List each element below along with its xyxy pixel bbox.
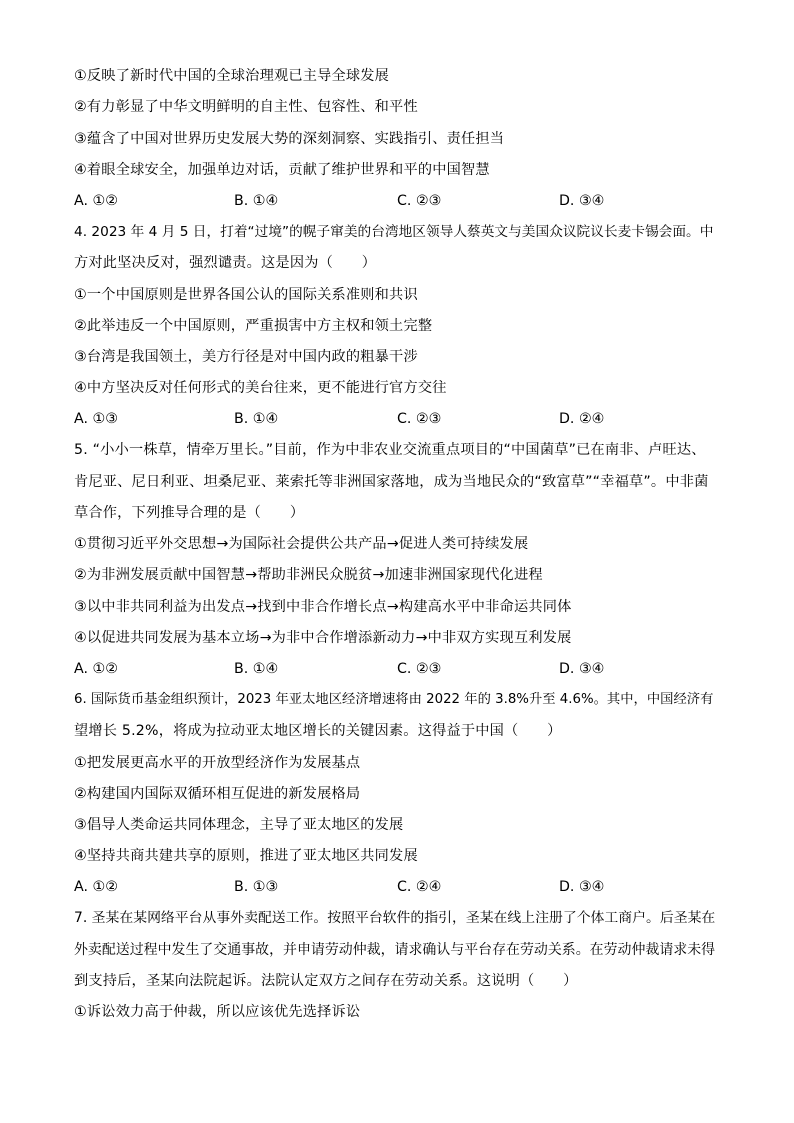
statement-line: ④以促进共同发展为基本立场→为非中合作增添新动力→中非双方实现互利发展: [74, 630, 572, 646]
statement-line: ③台湾是我国领土，美方行径是对中国内政的粗暴干涉: [74, 349, 418, 365]
answer-option-b: B. ①③: [234, 879, 279, 895]
statement-line: ③蕴含了中国对世界历史发展大势的深刻洞察、实践指引、责任担当: [74, 131, 505, 147]
answer-option-a: A. ①②: [74, 879, 118, 895]
statement-line: ④中方坚决反对任何形式的美台往来，更不能进行官方交往: [74, 380, 447, 396]
statement-line: ②有力彰显了中华文明鲜明的自主性、包容性、和平性: [74, 99, 418, 115]
question-7-stem: 外卖配送过程中发生了交通事故，并申请劳动仲裁，请求确认与平台存在劳动关系。在劳动仲裁请求未得: [74, 942, 716, 958]
statement-line: ②此举违反一个中国原则，严重损害中方主权和领土完整: [74, 318, 433, 334]
answer-option-b: B. ①④: [234, 411, 279, 427]
statement-line: ④坚持共商共建共享的原则，推进了亚太地区共同发展: [74, 848, 418, 864]
question-5-stem: 5. “小小一株草，情牵万里长。”目前，作为中非农业交流重点项目的“中国菌草”已在南非、卢旺达、: [74, 442, 706, 458]
statement-line: ④着眼全球安全，加强单边对话，贡献了维护世界和平的中国智慧: [74, 162, 490, 178]
answer-option-a: A. ①②: [74, 193, 118, 209]
statement-line: ①诉讼效力高于仲裁，所以应该优先选择诉讼: [74, 1004, 361, 1020]
statement-line: ①贯彻习近平外交思想→为国际社会提供公共产品→促进人类可持续发展: [74, 536, 529, 552]
statement-line: ①反映了新时代中国的全球治理观已主导全球发展: [74, 68, 390, 84]
answer-option-c: C. ②④: [397, 879, 442, 895]
statement-line: ③以中非共同利益为出发点→找到中非合作增长点→构建高水平中非命运共同体: [74, 599, 572, 615]
answer-option-c: C. ②③: [397, 411, 442, 427]
answer-option-b: B. ①④: [234, 661, 279, 677]
statement-line: ①一个中国原则是世界各国公认的国际关系准则和共识: [74, 287, 418, 303]
answer-option-a: A. ①②: [74, 661, 118, 677]
question-4-stem: 4. 2023 年 4 月 5 日，打着“过境”的幌子窜美的台湾地区领导人蔡英文与美国众议院议长麦卡锡会面。中: [74, 224, 714, 240]
answer-option-d: D. ③④: [559, 879, 605, 895]
statement-line: ②为非洲发展贡献中国智慧→帮助非洲民众脱贫→加速非洲国家现代化进程: [74, 567, 543, 583]
statement-line: ①把发展更高水平的开放型经济作为发展基点: [74, 755, 361, 771]
question-7-stem: 到支持后，圣某向法院起诉。法院认定双方之间存在劳动关系。这说明（ ）: [74, 973, 578, 989]
answer-option-a: A. ①③: [74, 411, 118, 427]
answer-option-c: C. ②③: [397, 193, 442, 209]
question-6-stem: 望增长 5.2%，将成为拉动亚太地区增长的关键因素。这得益于中国（ ）: [74, 723, 562, 739]
answer-option-d: D. ②④: [559, 411, 605, 427]
question-4-stem: 方对此坚决反对，强烈谴责。这是因为（ ）: [74, 255, 377, 271]
statement-line: ②构建国内国际双循环相互促进的新发展格局: [74, 786, 361, 802]
answer-option-d: D. ③④: [559, 193, 605, 209]
answer-option-c: C. ②③: [397, 661, 442, 677]
question-5-stem: 草合作，下列推导合理的是（ ）: [74, 505, 305, 521]
question-6-stem: 6. 国际货币基金组织预计，2023 年亚太地区经济增速将由 2022 年的 3.8%升至 4.6%。其中，中国经济有: [74, 692, 714, 707]
answer-option-b: B. ①④: [234, 193, 279, 209]
answer-option-d: D. ③④: [559, 661, 605, 677]
question-5-stem: 肯尼亚、尼日利亚、坦桑尼亚、莱索托等非洲国家落地，成为当地民众的“致富草”“幸福草”。中非菌: [74, 474, 709, 490]
statement-line: ③倡导人类命运共同体理念，主导了亚太地区的发展: [74, 817, 404, 833]
question-7-stem: 7. 圣某在某网络平台从事外卖配送工作。按照平台软件的指引，圣某在线上注册了个体工商户。后圣某在: [74, 910, 716, 926]
